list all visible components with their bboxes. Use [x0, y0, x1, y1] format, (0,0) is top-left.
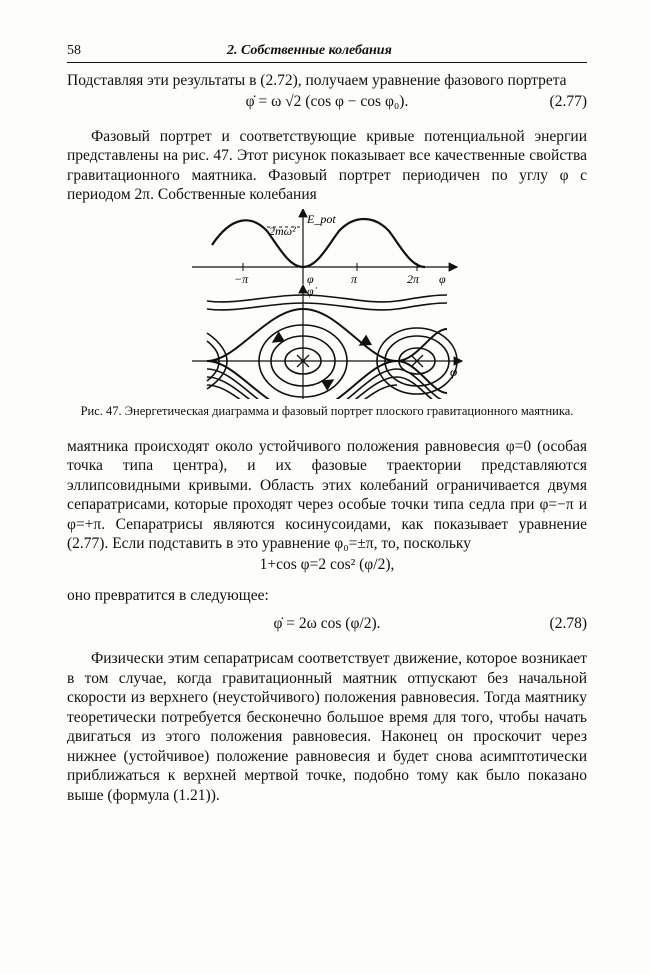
axis-phi-top: φ: [439, 271, 446, 286]
formula-2-77-number: (2.77): [549, 92, 587, 110]
arrow-2: [325, 380, 333, 385]
figure-47: [67, 209, 587, 399]
page: [67, 40, 587, 805]
chapter-title: 2. Собственные колебания: [227, 43, 392, 58]
figure-caption: Рис. 47. Энергетическая диаграмма и фазовый портрет плоского гравитационного маятника.: [80, 403, 574, 418]
formula-2-78: [67, 613, 587, 637]
phase-phi-dot-label: φ̇: [307, 283, 314, 298]
paragraph-1: Подставляя эти результаты в (2.72), получаем уравнение фазового портрета: [67, 72, 567, 89]
tick-pi: π: [351, 271, 358, 286]
formula-identity: [67, 554, 587, 578]
paragraph-2: Фазовый портрет и соответствующие кривые потенциальной энергии представлены на рис. 47. Этот рисунок показывает все качественные свойства гравитационного маятника. Фазовый портрет периодичен по углу φ с периодом 2π. Собственные колебания: [67, 127, 587, 203]
energy-axis-label: E_pot: [307, 211, 336, 226]
formula-2-78-number: (2.78): [549, 615, 587, 632]
formula-2-77: [67, 91, 587, 115]
paragraph-4: оно превратится в следующее:: [67, 586, 269, 604]
tick-minus-pi: −π: [234, 271, 249, 286]
phase-portrait: [207, 295, 457, 399]
formula-2-78-expr: φ̇ = 2ω cos (φ/2).: [273, 615, 381, 632]
tick-zero: φ: [307, 271, 314, 286]
page-header: [67, 40, 587, 63]
paragraph-3: маятника происходят около устойчивого положения равновесия φ=0 (особая точка типа центра), и их фазовые траектории представляются эллипсовидными кривыми. Область этих колебаний ограничивается двумя сепаратрисами, которые проходят через особые точки типа седла при φ=−π и φ=+π. Сепаратрисы являются косинусоидами, как показывает уравнение (2.77). Если подставить в это уравнение φ₀=±π, то, поскольку: [67, 437, 587, 552]
paragraph-5: Физически этим сепаратрисам соответствует движение, которое возникает в том случае, когда гравитационный маятник отпускают без начальной скорости из верхнего (неустойчивого) положения равновесия. Тогда маятнику теоретически потребуется бесконечно большое время для того, чтобы начать двигаться из этого положения равновесия. Наконец он проскочит через нижнее (устойчивое) положение равновесия и будет снова асимптотически приближаться к верхней мертвой точке, подобно тому как было показано выше (формула (1.21)).: [67, 650, 587, 804]
formula-2-77-expr: φ̇ = ω √2 (cos φ − cos φ₀).: [245, 92, 409, 110]
energy-curve: [212, 219, 425, 267]
page-number: 58: [67, 43, 81, 58]
arrow-1: [273, 337, 281, 342]
energy-level-label: 2mω²: [269, 223, 296, 238]
phase-phi-label: φ: [450, 363, 458, 379]
formula-identity-expr: 1+cos φ=2 cos² (φ/2),: [259, 555, 395, 573]
tick-2pi: 2π: [407, 271, 420, 286]
figure-47-svg: [67, 209, 587, 399]
